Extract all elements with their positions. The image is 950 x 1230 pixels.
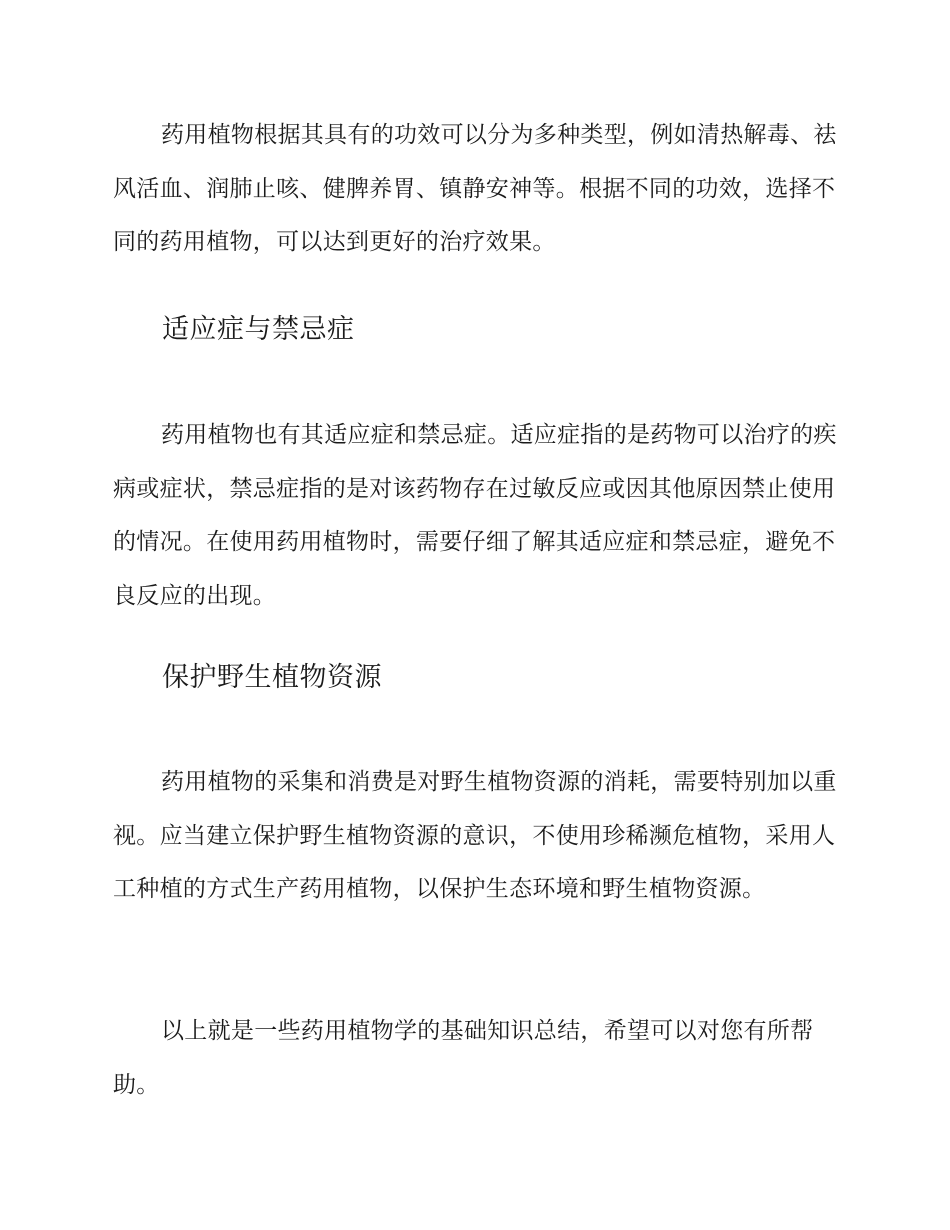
paragraph-plant-efficacy-types: 药用植物根据其具有的功效可以分为多种类型，例如清热解毒、祛风活血、润肺止咳、健脾养胃、镇静安神等。根据不同的功效，选择不同的药用植物，可以达到更好的治疗效果。 <box>113 122 837 255</box>
section-heading-indications: 适应症与禁忌症 <box>162 314 355 345</box>
section-heading-wild-plant-protection: 保护野生植物资源 <box>162 662 382 693</box>
paragraph-conclusion: 以上就是一些药用植物学的基础知识总结，希望可以对您有所帮助。 <box>113 1018 814 1098</box>
paragraph-wild-plant-protection: 药用植物的采集和消费是对野生植物资源的消耗，需要特别加以重视。应当建立保护野生植物资源的意识，不使用珍稀濒危植物，采用人工种植的方式生产药用植物，以保护生态环境和野生植物资源。 <box>113 769 837 902</box>
paragraph-indications-contraindications: 药用植物也有其适应症和禁忌症。适应症指的是药物可以治疗的疾病或症状，禁忌症指的是对该药物存在过敏反应或因其他原因禁止使用的情况。在使用药用植物时，需要仔细了解其适应症和禁忌症，避免不良反应的出现。 <box>113 422 837 609</box>
